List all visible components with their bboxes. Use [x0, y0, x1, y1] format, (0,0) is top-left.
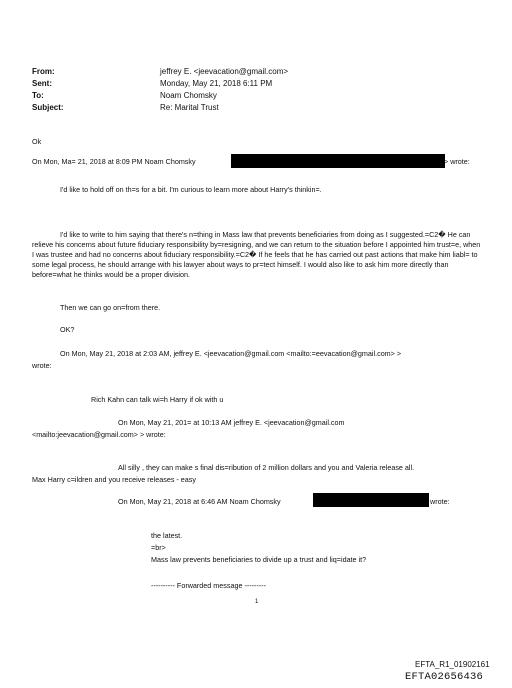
ok-text: Ok [32, 137, 42, 146]
quote4-wrote: wrote: [430, 497, 450, 506]
write-paragraph: I'd like to write to him saying that there's n=thing in Mass law that prevents beneficiaries from doing as I suggested.=C2� He can relieve his concerns about future fiduciary responsibility by=resigning, and we can return to the situation before I appointed him trust=e, when I was trustee and had no concerns about fiduciary responsibility.=C2� If he feels that he has carried out past actions that make him liabl= to some legal process, he should arrange with his lawyer about ways to pr=tect himself. I would also like to ask him more directly than before=what he thinks would be a proper division. [32, 230, 481, 279]
sent-label: Sent: [32, 79, 52, 88]
to-label: To: [32, 91, 44, 100]
mass-law-text: Mass law prevents beneficiaries to divide up a trust and liq=idate it? [151, 555, 367, 564]
silly-line2: Max Harry c=ildren and you receive releases - easy [32, 475, 196, 484]
quote3-line1: On Mon, May 21, 201= at 10:13 AM jeffrey E. <jeevacation@gmail.com [118, 418, 345, 427]
forwarded-message: ---------- Forwarded message --------- [151, 581, 266, 590]
bates-small: EFTA_R1_01902161 [415, 660, 490, 669]
subject-label: Subject: [32, 103, 64, 112]
hold-off-text: I'd like to hold off on th=s for a bit. I'm curious to learn more about Harry's thinkin=. [60, 185, 322, 194]
ok-question: OK? [60, 325, 75, 334]
quote1-wrote: > wrote: [444, 157, 470, 166]
go-on-text: Then we can go on=from there. [60, 303, 161, 312]
quote3-line2: <mailto:jeevacation@gmail.com> > wrote: [32, 430, 166, 439]
quote2-line1: On Mon, May 21, 2018 at 2:03 AM, jeffrey E. <jeevacation@gmail.com <mailto:=eevacation@gmail.com> > [60, 349, 402, 358]
from-value: jeffrey E. <jeevacation@gmail.com> [160, 67, 289, 76]
quote4-intro: On Mon, May 21, 2018 at 6:46 AM Noam Chomsky [118, 497, 281, 506]
silly-line1: All silly , they can make s final dis=ribution of 2 million dollars and you and Valeria release all. [118, 463, 415, 472]
latest-text: the latest. [151, 531, 183, 540]
redaction-box [231, 154, 445, 168]
subject-value: Re: Marital Trust [160, 103, 219, 112]
redaction-box [313, 493, 429, 507]
page-number: 1 [255, 599, 259, 605]
sent-value: Monday, May 21, 2018 6:11 PM [160, 79, 273, 88]
from-label: From: [32, 67, 55, 76]
quote2-line2: wrote: [32, 361, 52, 370]
bates-large: EFTA02656436 [405, 671, 484, 683]
quote1-intro: On Mon, Ma= 21, 2018 at 8:09 PM Noam Chomsky [32, 157, 196, 166]
rich-text: Rich Kahn can talk wi=h Harry if ok with u [91, 395, 224, 404]
br-text: =br> [151, 543, 166, 552]
to-value: Noam Chomsky [160, 91, 217, 100]
